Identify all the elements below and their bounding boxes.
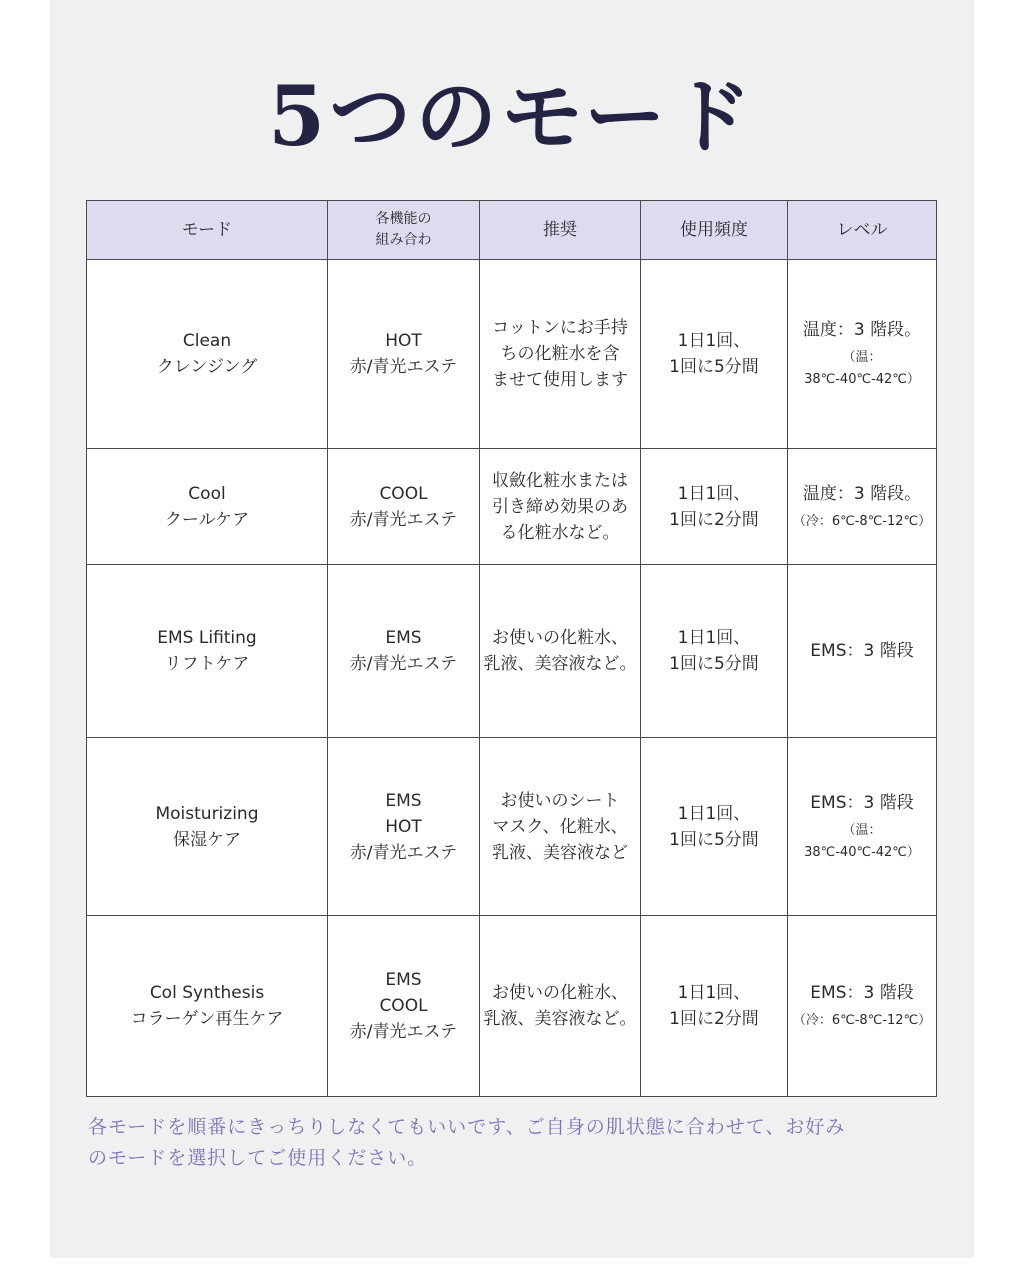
function-item: COOL [379,483,428,504]
level-range: （温：38℃-40℃-42℃） [804,350,920,387]
level-text: EMS：3 階段 [810,792,914,813]
recommend-cell [480,565,641,738]
recommend-line: ませて使用します [492,370,628,390]
frequency-cell [641,916,788,1097]
level-text: EMS：3 階段 [810,983,914,1003]
mode-cell [87,565,328,738]
frequency-line: 1日1回、 [677,983,751,1003]
header-combination-line2: 組み合わ [375,232,432,248]
recommend-line: る化粧水など。 [500,522,620,543]
mode-cell [87,260,328,449]
recommend-cell [480,449,641,565]
frequency-line: 1日1回、 [677,483,751,504]
function-item: COOL [379,996,428,1016]
frequency-line: 1日1回、 [677,331,751,351]
recommend-line: 乳液、美容液など [492,842,628,863]
mode-name-en: Col Synthesis [149,983,265,1003]
header-combination-line1: 各機能の [375,211,432,227]
function-item: 赤/青光エステ [349,509,458,530]
level-range: （温：38℃-40℃-42℃） [804,822,920,860]
level-cell [788,449,937,565]
recommend-line: お使いの化粧水、 [492,983,628,1003]
function-item: HOT [385,816,422,837]
frequency-line: 1回に5分間 [669,357,759,377]
usage-note-line1: 各モードを順番にきっちりしなくてもいいです、ご自身の肌状態に合わせて、お好み [88,1116,846,1138]
level-text: EMS：3 階段 [810,641,914,661]
frequency-cell [641,260,788,449]
table-row [87,449,937,565]
function-item: HOT [385,331,422,351]
frequency-line: 1回に5分間 [669,654,759,674]
usage-note-line2: のモードを選択してご使用ください。 [88,1147,428,1169]
function-item: 赤/青光エステ [349,654,458,674]
recommend-line: 収斂化粧水または [492,470,628,491]
level-range: （冷：6℃-8℃-12℃） [792,513,932,529]
level-cell [788,260,937,449]
function-item: 赤/青光エステ [349,842,458,863]
recommend-cell [480,260,641,449]
header-combination [328,201,480,260]
mode-name-ja: クールケア [164,509,250,530]
frequency-cell [641,565,788,738]
functions-cell [328,916,480,1097]
table-row [87,738,937,916]
header-row [87,201,937,260]
level-range: （冷：6℃-8℃-12℃） [792,1013,932,1028]
recommend-line: ちの化粧水を含 [500,344,620,364]
frequency-line: 1回に2分間 [669,1009,759,1029]
mode-cell [87,449,328,565]
functions-cell [328,738,480,916]
recommend-line: お使いのシート [500,790,620,811]
recommend-line: 乳液、美容液など。 [483,1009,637,1029]
recommend-line: 引き締め効果のあ [492,496,628,517]
mode-name-ja: コラーゲン再生ケア [130,1009,284,1029]
recommend-line: お使いの化粧水、 [492,628,628,648]
header-recommend: 推奨 [480,201,641,260]
functions-cell [328,260,480,449]
functions-cell [328,449,480,565]
modes-table [86,200,937,1097]
functions-cell [328,565,480,738]
header-mode: モード [87,201,328,260]
header-level: レベル [788,201,937,260]
recommend-line: 乳液、美容液など。 [483,654,637,674]
frequency-cell [641,738,788,916]
recommend-cell [480,916,641,1097]
page-title: 5つのモード [268,69,756,165]
recommend-cell [480,738,641,916]
mode-name-ja: リフトケア [164,654,250,674]
usage-note [88,1112,948,1174]
function-item: EMS [385,970,422,990]
table-row [87,916,937,1097]
function-item: EMS [385,790,422,811]
header-frequency: 使用頻度 [641,201,788,260]
frequency-cell [641,449,788,565]
recommend-line: マスク、化粧水、 [492,816,628,837]
frequency-line: 1回に5分間 [669,829,759,850]
level-cell [788,738,937,916]
frequency-line: 1回に2分間 [669,509,759,530]
recommend-line: コットンにお手持 [492,318,628,338]
function-item: 赤/青光エステ [349,357,458,377]
level-cell [788,916,937,1097]
mode-cell [87,738,328,916]
mode-name-ja: 保湿ケア [173,829,241,850]
level-cell [788,565,937,738]
function-item: EMS [385,628,422,648]
frequency-line: 1日1回、 [677,628,751,648]
table-row [87,565,937,738]
mode-cell [87,916,328,1097]
level-text: 温度：3 階段。 [802,483,922,504]
level-text: 温度：3 階段。 [802,320,922,340]
mode-name-en: EMS Lifiting [157,628,257,648]
mode-name-en: Moisturizing [155,803,259,824]
mode-name-en: Cool [188,483,226,504]
frequency-line: 1日1回、 [677,803,751,824]
mode-name-en: Clean [182,331,232,351]
function-item: 赤/青光エステ [349,1022,458,1042]
table-row [87,260,937,449]
mode-name-ja: クレンジング [156,357,258,377]
